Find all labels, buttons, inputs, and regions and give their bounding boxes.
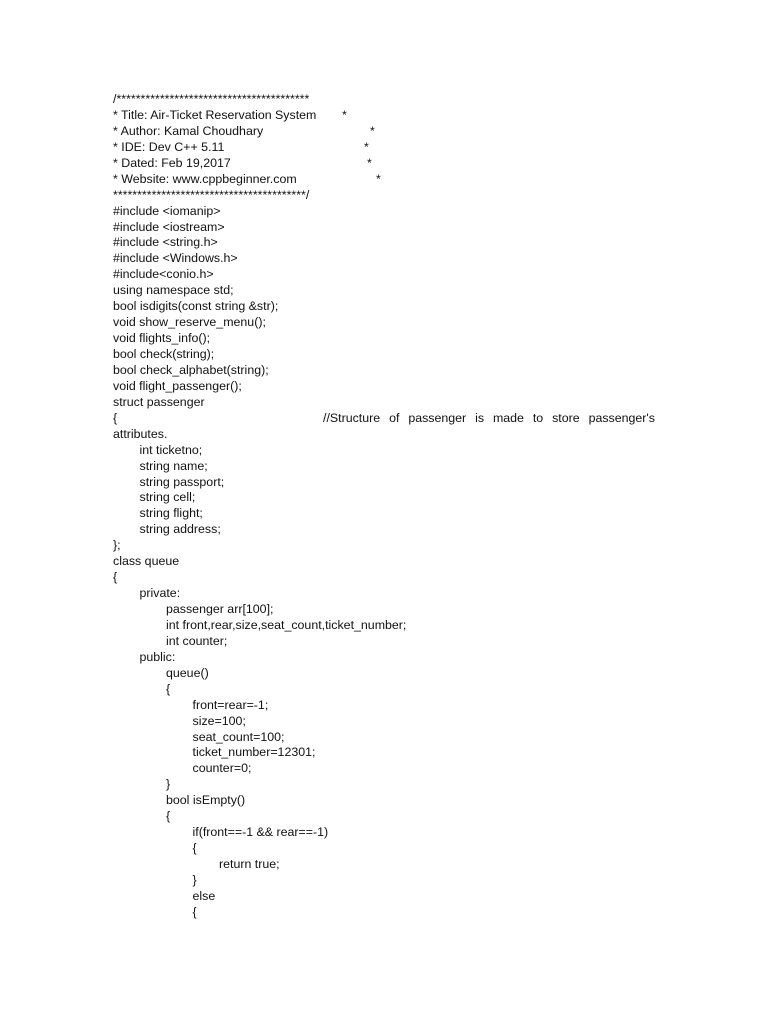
comment-word: of xyxy=(389,410,400,425)
header-star: * xyxy=(370,123,375,138)
method-signature-isempty: bool isEmpty() xyxy=(166,793,246,808)
header-title-line xyxy=(113,108,673,124)
return-statement: return true; xyxy=(219,857,280,871)
header-star: * xyxy=(364,139,369,154)
declaration-line: bool check(string); xyxy=(113,347,215,361)
method-open-brace: { xyxy=(166,809,171,824)
else-open-brace: { xyxy=(192,904,197,919)
struct-field: string cell; xyxy=(139,490,196,505)
include-line: #include<conio.h> xyxy=(113,267,214,282)
constructor-statement: seat_count=100; xyxy=(192,729,285,744)
struct-declaration: struct passenger xyxy=(113,394,205,409)
if-open-brace: { xyxy=(192,841,197,856)
struct-field: string name; xyxy=(139,458,208,473)
struct-field: string address; xyxy=(139,522,221,537)
constructor-statement: size=100; xyxy=(192,713,246,728)
comment-word: to xyxy=(532,410,544,425)
constructor-signature: queue() xyxy=(166,665,209,680)
include-line: #include <string.h> xyxy=(113,235,218,250)
else-keyword: else xyxy=(192,888,216,903)
comment-word: passenger xyxy=(408,410,467,425)
constructor-statement: front=rear=-1; xyxy=(192,697,269,712)
using-namespace-line: using namespace std; xyxy=(113,283,234,298)
comment-word: //Structure xyxy=(323,410,381,425)
constructor-statement: ticket_number=12301; xyxy=(192,745,316,760)
access-specifier-private: private: xyxy=(139,586,181,601)
struct-field: int ticketno; xyxy=(139,442,203,457)
comment-word: store xyxy=(552,410,580,425)
include-line: #include <iomanip> xyxy=(113,203,221,218)
struct-field: string passport; xyxy=(139,474,225,489)
struct-close: }; xyxy=(113,538,121,553)
include-line: #include <Windows.h> xyxy=(113,251,238,266)
header-star: * xyxy=(376,171,381,186)
header-author-line xyxy=(113,124,673,140)
header-ide-text: * IDE: Dev C++ 5.11 xyxy=(113,139,225,154)
header-dated-line xyxy=(113,156,673,172)
comment-border-top: /**************************************** xyxy=(113,92,310,106)
declaration-line: bool check_alphabet(string); xyxy=(113,362,269,377)
constructor-close-brace: } xyxy=(166,777,171,792)
if-condition: if(front==-1 && rear==-1) xyxy=(192,825,329,840)
open-brace: { xyxy=(113,410,118,425)
header-author-text: * Author: Kamal Choudhary xyxy=(113,123,264,138)
comment-word: made xyxy=(492,410,524,425)
declaration-line: void flights_info(); xyxy=(113,331,211,346)
declaration-line: bool isdigits(const string &str); xyxy=(113,299,279,314)
struct-open-line xyxy=(113,411,655,427)
include-line: #include <iostream> xyxy=(113,219,225,234)
header-dated-text: * Dated: Feb 19,2017 xyxy=(113,155,231,170)
class-open-brace: { xyxy=(113,570,118,585)
header-website-line xyxy=(113,172,673,188)
class-member: int counter; xyxy=(166,633,228,648)
code-document xyxy=(113,92,673,921)
header-star: * xyxy=(342,107,347,122)
struct-comment xyxy=(323,411,655,427)
declaration-line: void show_reserve_menu(); xyxy=(113,315,266,330)
header-star: * xyxy=(367,155,372,170)
access-specifier-public: public: xyxy=(139,649,176,664)
struct-field: string flight; xyxy=(139,506,203,521)
constructor-open-brace: { xyxy=(166,681,171,696)
comment-word: is xyxy=(475,410,485,425)
header-ide-line xyxy=(113,140,673,156)
constructor-statement: counter=0; xyxy=(192,761,252,776)
header-website-text: * Website: www.cppbeginner.com xyxy=(113,171,297,186)
class-member: passenger arr[100]; xyxy=(166,602,274,616)
class-declaration: class queue xyxy=(113,554,180,569)
comment-border-bottom: ****************************************/ xyxy=(113,187,310,202)
comment-word: passenger's xyxy=(588,410,655,425)
struct-comment-continuation: attributes. xyxy=(113,426,168,441)
header-title-text: * Title: Air-Ticket Reservation System xyxy=(113,107,317,122)
if-close-brace: } xyxy=(192,872,197,887)
class-member: int front,rear,size,seat_count,ticket_number; xyxy=(166,617,407,632)
declaration-line: void flight_passenger(); xyxy=(113,378,242,393)
